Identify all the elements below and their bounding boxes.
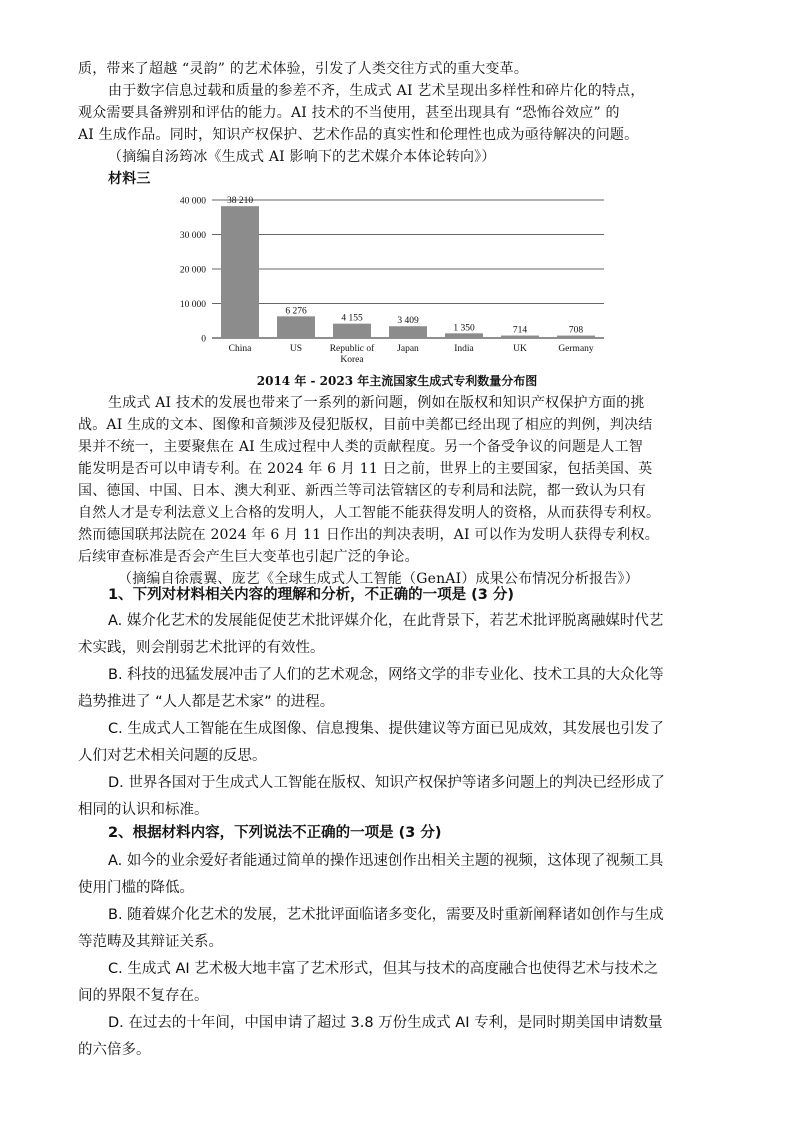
option-text: 术实践，则会削弱艺术批评的有效性。 (78, 640, 325, 656)
option-text: 等范畴及其辩证关系。 (78, 934, 223, 950)
paragraph-line: 后续审查标准是否会产生巨大变革也引起广泛的争论。 (78, 549, 419, 565)
option-text: A. 媒介化艺术的发展能促使艺术批评媒介化，在此背景下，若艺术批评脱离融媒时代艺 (108, 613, 664, 629)
paragraph-line: 战。AI 生成的文本、图像和音频涉及侵犯版权，目前中美都已经出现了相应的判例，判决结 (78, 417, 653, 433)
question-1-title: 1、下列对材料相关内容的理解和分析，不正确的一项是 (3 分) (108, 587, 515, 603)
option-text: D. 世界各国对于生成式人工智能在版权、知识产权保护等诸多问题上的判决已经形成了 (108, 775, 665, 791)
y-tick-label: 0 (201, 334, 206, 345)
x-tick-label: Korea (340, 355, 364, 365)
paragraph-line: 观众需要具备辨别和评估的能力。AI 技术的不当使用，甚至出现具有 “恐怖谷效应” 的 (78, 105, 620, 121)
value-label: 1 350 (453, 323, 475, 334)
bar (333, 324, 371, 338)
value-label: 38 210 (226, 196, 254, 207)
option-text: 间的界限不复存在。 (78, 988, 209, 1004)
q2-option-d (78, 1010, 718, 1064)
option-text: D. 在过去的十年间，中国申请了超过 3.8 万份生成式 AI 专利，是同时期美国申请数量 (108, 1015, 663, 1031)
x-tick-label: Republic of (329, 344, 375, 354)
option-text: B. 科技的迅猛发展冲击了人们的艺术观念，网络文学的非专业化、技术工具的大众化等 (108, 667, 664, 683)
q2-option-c (78, 956, 718, 1010)
patent-bar-chart (0, 0, 794, 372)
y-tick-label: 30 000 (179, 231, 206, 241)
q1-option-d (78, 770, 718, 824)
x-tick-label: UK (513, 344, 527, 354)
x-tick-label: US (289, 344, 303, 354)
value-label: 3 409 (397, 316, 419, 327)
x-tick-label: Japan (397, 344, 419, 354)
option-text: A. 如今的业余爱好者能通过简单的操作迅速创作出相关主题的视频，这体现了视频工具 (108, 853, 664, 869)
value-label: 4 155 (341, 313, 363, 324)
paragraph-line: AI 生成作品。同时，知识产权保护、艺术作品的真实性和伦理性也成为亟待解决的问题。 (78, 127, 639, 143)
paragraph-line: 质，带来了超越 “灵韵” 的艺术体验，引发了人类交往方式的重大变革。 (78, 61, 529, 77)
option-text: 趋势推进了 “人人都是艺术家” 的进程。 (78, 694, 335, 710)
question-2-title: 2、根据材料内容，下列说法不正确的一项是 (3 分) (108, 825, 442, 841)
q2-option-b (78, 902, 718, 956)
bar (557, 336, 595, 338)
q1-option-c (78, 716, 718, 770)
x-tick-label: Germany (558, 344, 594, 354)
source-citation: （摘编自徐震翼、庞艺《全球生成式人工智能（GenAI）成果公布情况分析报告》） (118, 571, 639, 587)
paragraph-line: 果并不统一，主要聚焦在 AI 生成过程中人类的贡献程度。另一个备受争议的问题是人工智 (78, 439, 643, 455)
option-text: 的六倍多。 (78, 1042, 151, 1058)
bar (277, 316, 315, 338)
q1-option-b (78, 662, 718, 716)
bar (389, 326, 427, 338)
paragraph-line: 生成式 AI 技术的发展也带来了一系列的新问题，例如在版权和知识产权保护方面的挑 (108, 395, 645, 411)
source-citation: （摘编自汤筠冰《生成式 AI 影响下的艺术媒介本体论转向》） (108, 149, 496, 165)
value-label: 714 (512, 325, 528, 336)
option-text: B. 随着媒介化艺术的发展，艺术批评面临诸多变化，需要及时重新阐释诸如创作与生成 (108, 907, 664, 923)
option-text: 相同的认识和标准。 (78, 802, 209, 818)
paragraph-line: 由于数字信息过载和质量的参差不齐，生成式 AI 艺术呈现出多样性和碎片化的特点， (108, 83, 645, 99)
bar (445, 333, 483, 338)
option-text: 人们对艺术相关问题的反思。 (78, 748, 267, 764)
bar (501, 336, 539, 338)
option-text: C. 生成式 AI 艺术极大地丰富了艺术形式，但其与技术的高度融合也使得艺术与技术之 (108, 961, 659, 977)
y-tick-label: 40 000 (179, 196, 206, 207)
x-tick-label: India (454, 344, 474, 354)
y-tick-label: 20 000 (179, 265, 206, 276)
paragraph-line: 然而德国联邦法院在 2024 年 6 月 11 日作出的判决表明，AI 可以作为发明人获得专利权。 (78, 527, 659, 543)
x-tick-label: China (228, 344, 252, 354)
option-text: 使用门槛的降低。 (78, 880, 194, 896)
chart-title: 2014 年 - 2023 年主流国家生成式专利数量分布图 (256, 374, 538, 388)
material-heading: 材料三 (108, 171, 151, 187)
paragraph-line: 自然人才是专利法意义上合格的发明人，人工智能不能获得发明人的资格，从而获得专利权。 (78, 505, 661, 521)
paragraph-line: 能发明是否可以申请专利。在 2024 年 6 月 11 日之前，世界上的主要国家，包括美国、英 (78, 461, 653, 477)
y-tick-label: 10 000 (179, 300, 206, 310)
q1-option-a (78, 608, 718, 662)
paragraph-line: 国、德国、中国、日本、澳大利亚、新西兰等司法管辖区的专利局和法院，都一致认为只有 (78, 483, 646, 499)
value-label: 708 (568, 325, 584, 336)
option-text: C. 生成式人工智能在生成图像、信息搜集、提供建议等方面已见成效，其发展也引发了 (108, 721, 664, 737)
q2-option-a (78, 848, 718, 902)
bar (221, 206, 259, 338)
value-label: 6 276 (285, 306, 307, 317)
